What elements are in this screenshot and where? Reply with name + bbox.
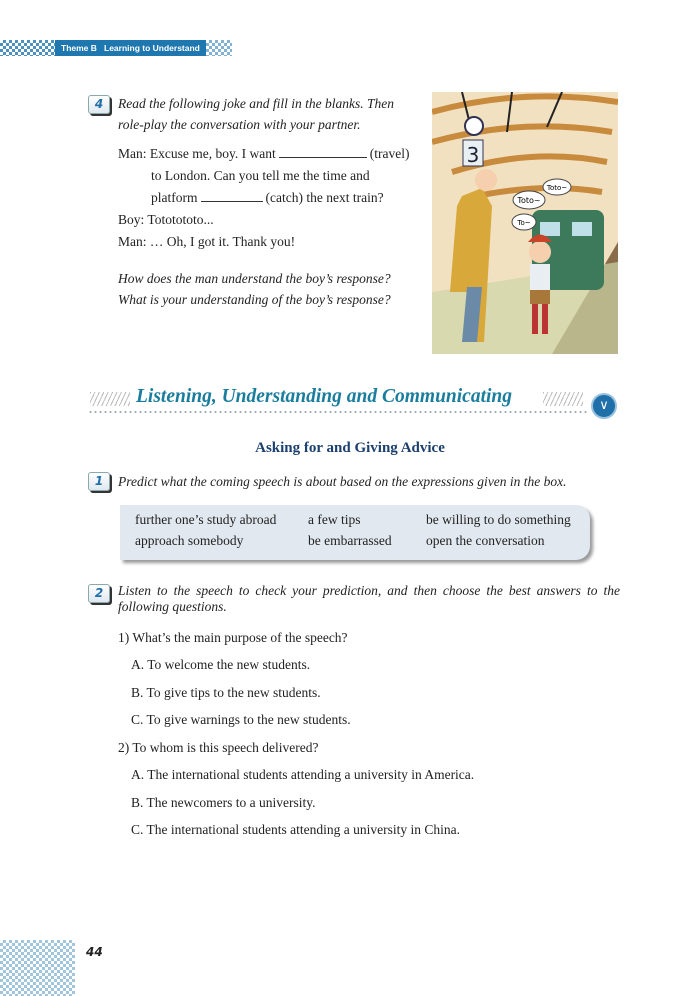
dialogue-line: to London. Can you tell me the time and [151, 168, 370, 183]
boy-figure [529, 241, 551, 263]
expression: further one’s study abroad [135, 512, 277, 527]
clock-icon [465, 117, 483, 135]
dialogue-text: Man: Excuse me, boy. I want [118, 146, 276, 161]
dialogue-line: Man: … Oh, I got it. Thank you! [118, 234, 296, 249]
header-checker-tail [206, 40, 232, 56]
answer-option[interactable]: C. The international students attending a university in China. [131, 822, 460, 837]
platform-number: 3 [466, 143, 480, 167]
answer-option[interactable]: B. The newcomers to a university. [131, 795, 316, 810]
answer-option[interactable]: C. To give warnings to the new students. [131, 712, 351, 727]
discussion-questions [118, 268, 428, 310]
answer-option[interactable]: A. To welcome the new students. [131, 657, 311, 672]
speech-bubble: To~ [517, 219, 531, 227]
instruction-line: Read the following joke and fill in the blanks. Then [118, 96, 394, 111]
dialogue-text: (catch) the next train? [265, 190, 384, 205]
fill-blank-catch[interactable] [201, 191, 263, 202]
discussion-question: How does the man understand the boy’s response? [118, 271, 391, 286]
instruction-line: Listen to the speech to check your prediction, and then choose the best answers to the [118, 583, 620, 598]
expression: be willing to do something [426, 512, 571, 527]
header-bar [55, 40, 206, 56]
dotted-divider [88, 411, 588, 413]
train-station-illustration [432, 92, 618, 354]
header-checker-pattern [0, 40, 55, 56]
exercise-2-instruction [118, 583, 620, 615]
exercise-number-badge: 4 [88, 95, 110, 114]
dialogue-line: Boy: Tototototo... [118, 212, 214, 227]
chevron-down-icon[interactable]: ∨ [591, 393, 617, 419]
discussion-question: What is your understanding of the boy’s response? [118, 292, 391, 307]
dialogue-text: platform [151, 190, 198, 205]
hatch-decoration [543, 392, 583, 406]
page-number: 44 [86, 945, 103, 959]
exercise-1-instruction: Predict what the coming speech is about based on the expressions given in the box. [118, 474, 567, 489]
speech-bubble: Toto~ [517, 196, 541, 205]
section-title: Listening, Understanding and Communicating [136, 386, 513, 407]
question: 1) What’s the main purpose of the speech? [118, 630, 348, 645]
question: 2) To whom is this speech delivered? [118, 740, 319, 755]
section-subtitle: Asking for and Giving Advice [255, 440, 445, 456]
expression: open the conversation [426, 533, 545, 548]
theme-label: Theme B [61, 43, 97, 53]
instruction-line: following questions. [118, 599, 227, 614]
expression: approach somebody [135, 533, 244, 548]
instruction-line: role-play the conversation with your partner. [118, 117, 361, 132]
dialogue-line [118, 187, 423, 209]
footer-checker-pattern [0, 940, 75, 996]
speech-bubble: Toto~ [546, 184, 568, 192]
answer-option[interactable]: A. The international students attending a university in America. [131, 767, 475, 782]
expressions-box [120, 505, 590, 560]
man-head [475, 169, 497, 191]
dialogue [118, 143, 423, 253]
exercise-4-instruction [118, 93, 423, 135]
fill-blank-travel[interactable] [279, 147, 367, 158]
hatch-decoration [90, 392, 130, 406]
answer-option[interactable]: B. To give tips to the new students. [131, 685, 321, 700]
exercise-number-badge: 1 [88, 472, 110, 491]
dialogue-text: (travel) [369, 146, 410, 161]
exercise-number-badge: 2 [88, 584, 110, 603]
theme-title: Learning to Understand [104, 43, 200, 53]
dialogue-line [118, 143, 423, 165]
expression: be embarrassed [308, 533, 392, 548]
header-row [0, 40, 232, 56]
expression: a few tips [308, 512, 361, 527]
